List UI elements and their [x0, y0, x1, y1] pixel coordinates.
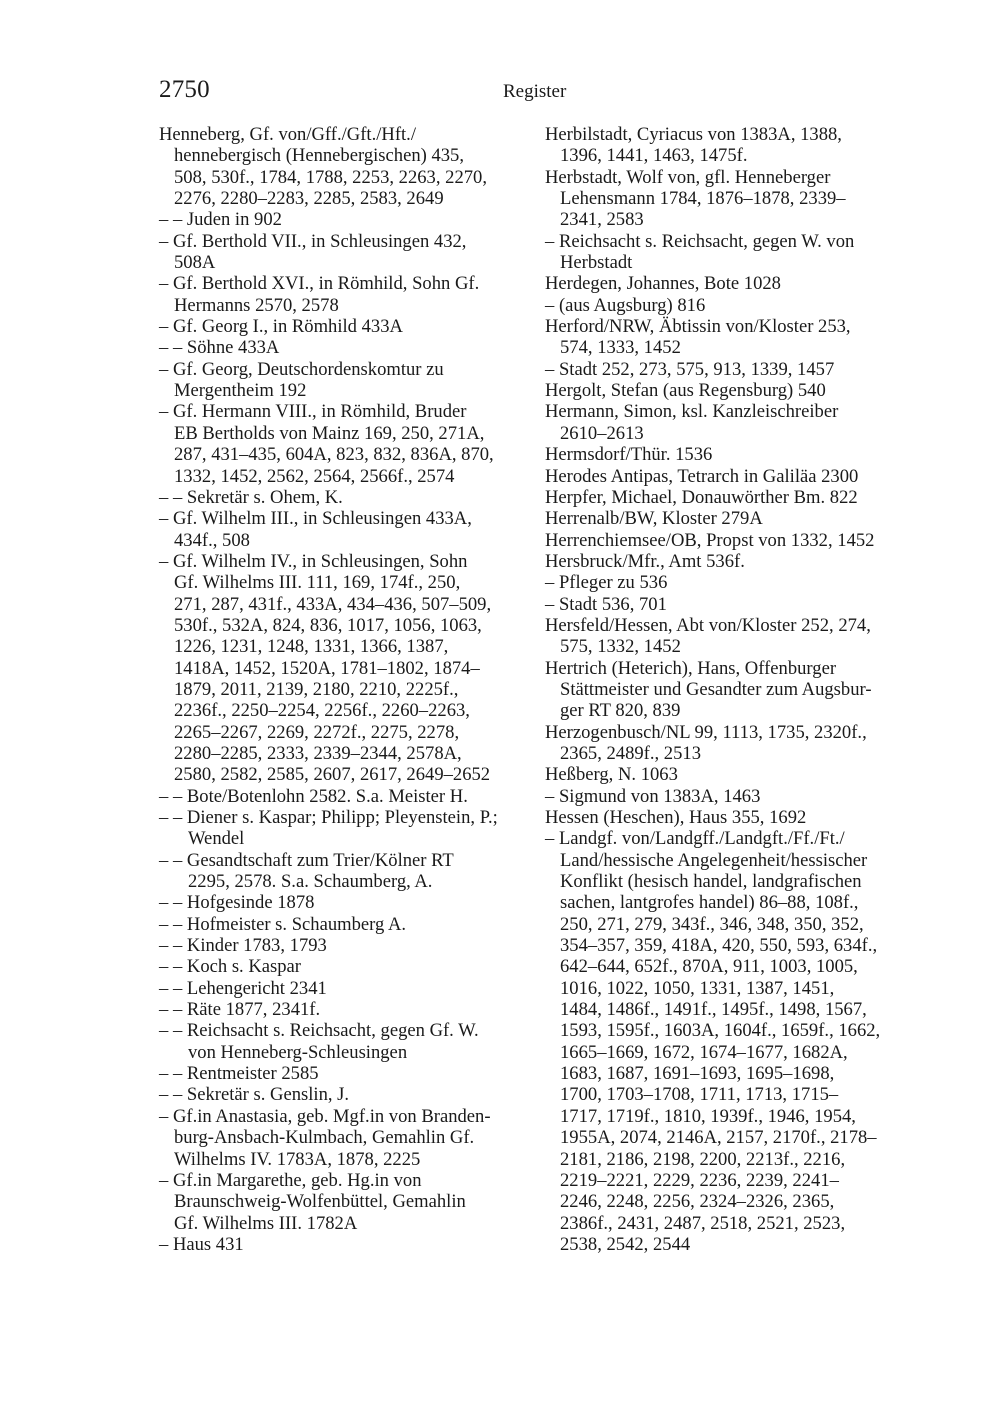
index-entry-continuation: 1879, 2011, 2139, 2180, 2210, 2225f., — [174, 678, 459, 700]
index-entry-continuation: 2295, 2578. S.a. Schaumberg, A. — [188, 871, 433, 893]
index-entry-continuation: 2181, 2186, 2198, 2200, 2213f., 2216, — [560, 1148, 846, 1170]
index-entry-line: – Gf. Berthold VII., in Schleusingen 432, — [159, 230, 467, 252]
index-entry-continuation: 574, 1333, 1452 — [560, 337, 681, 359]
index-entry-continuation: 2219–2221, 2229, 2236, 2239, 2241– — [560, 1169, 839, 1191]
index-entry-continuation: 1593, 1595f., 1603A, 1604f., 1659f., 1662, — [560, 1020, 881, 1042]
index-entry-continuation: 1700, 1703–1708, 1711, 1713, 1715– — [560, 1084, 839, 1106]
index-entry-line: Heßberg, N. 1063 — [545, 764, 678, 786]
index-entry-line: Herzogenbusch/NL 99, 1113, 1735, 2320f., — [545, 721, 867, 743]
index-entry-line: – – Diener s. Kaspar; Philipp; Pleyenstein, P.; — [159, 807, 498, 828]
index-entry-line: – – Sekretär s. Genslin, J. — [159, 1084, 350, 1106]
index-entry-line: Herbilstadt, Cyriacus von 1383A, 1388, — [545, 124, 842, 145]
index-entry-continuation: von Henneberg-Schleusingen — [188, 1041, 408, 1063]
index-entry-continuation: 2341, 2583 — [560, 209, 644, 231]
index-entry-continuation: Gf. Wilhelms III. 1782A — [174, 1212, 358, 1234]
index-entry-line: Hermsdorf/Thür. 1536 — [545, 444, 713, 466]
index-entry-continuation: 1016, 1022, 1050, 1331, 1387, 1451, — [560, 977, 835, 999]
index-entry-line: Hersfeld/Hessen, Abt von/Kloster 252, 274, — [545, 614, 871, 636]
index-entry-continuation: 2280–2285, 2333, 2339–2344, 2578A, — [174, 742, 462, 764]
page-number: 2750 — [159, 76, 210, 103]
index-entry-line: Herbstadt, Wolf von, gfl. Henneberger — [545, 166, 831, 188]
index-entry-line: – Haus 431 — [159, 1233, 244, 1255]
index-entry-line: – Landgf. von/Landgff./Landgft./Ff./Ft./ — [545, 828, 845, 850]
index-entry-continuation: 1955A, 2074, 2146A, 2157, 2170f., 2178– — [560, 1127, 877, 1149]
index-entry-line: – (aus Augsburg) 816 — [545, 294, 706, 316]
index-entry-continuation: 250, 271, 279, 343f., 346, 348, 350, 352, — [560, 913, 864, 935]
index-entry-continuation: ger RT 820, 839 — [560, 700, 681, 722]
index-entry-continuation: Wilhelms IV. 1783A, 1878, 2225 — [174, 1148, 421, 1170]
index-entry-continuation: 354–357, 359, 418A, 420, 550, 593, 634f., — [560, 935, 878, 957]
index-entry-continuation: 1717, 1719f., 1810, 1939f., 1946, 1954, — [560, 1105, 856, 1127]
index-entry-continuation: EB Bertholds von Mainz 169, 250, 271A, — [174, 422, 485, 444]
index-entry-line: – – Rentmeister 2585 — [159, 1063, 319, 1085]
index-entry-continuation: 575, 1332, 1452 — [560, 636, 681, 658]
index-entry-line: Herrenalb/BW, Kloster 279A — [545, 508, 763, 530]
index-entry-line: – Gf. Berthold XVI., in Römhild, Sohn Gf. — [159, 273, 480, 295]
index-entry-line: Henneberg, Gf. von/Gff./Gft./Hft./ — [159, 124, 416, 145]
index-entry-continuation: 2538, 2542, 2544 — [560, 1233, 691, 1255]
index-entry-continuation: 1396, 1441, 1463, 1475f. — [560, 145, 748, 167]
index-entry-continuation: 530f., 532A, 824, 836, 1017, 1056, 1063, — [174, 614, 482, 636]
index-entry-line: Herrenchiemsee/OB, Propst von 1332, 1452 — [545, 529, 875, 551]
running-head: Register — [503, 81, 567, 102]
index-entry-continuation: 1665–1669, 1672, 1674–1677, 1682A, — [560, 1041, 848, 1063]
index-entry-continuation: 1484, 1486f., 1491f., 1495f., 1498, 1567, — [560, 999, 867, 1021]
index-entry-line: Hertrich (Heterich), Hans, Offenburger — [545, 657, 837, 679]
index-entry-continuation: Land/hessische Angelegenheit/hessischer — [560, 849, 868, 871]
index-entry-continuation: 508A — [174, 252, 216, 274]
index-entry-line: Herpfer, Michael, Donauwörther Bm. 822 — [545, 486, 858, 508]
index-entry-line: – – Söhne 433A — [159, 337, 280, 359]
index-entry-line: – Gf. Wilhelm III., in Schleusingen 433A, — [159, 508, 472, 530]
index-entry-continuation: Stättmeister und Gesandter zum Augsbur- — [560, 678, 872, 700]
index-entry-continuation: Braunschweig-Wolfenbüttel, Gemahlin — [174, 1191, 466, 1213]
index-entry-continuation: Konflikt (hesisch handel, landgrafischen — [560, 871, 862, 893]
index-entry-line: – – Hofmeister s. Schaumberg A. — [159, 913, 407, 935]
index-entry-line: – Gf. Georg I., in Römhild 433A — [159, 316, 403, 338]
index-entry-line: – – Lehengericht 2341 — [159, 977, 327, 999]
index-entry-line: Herodes Antipas, Tetrarch in Galiläa 2300 — [545, 465, 859, 487]
index-entry-line: – Gf. Georg, Deutschordenskomtur zu — [159, 358, 444, 380]
index-entry-continuation: 434f., 508 — [174, 529, 250, 551]
index-entry-continuation: burg-Ansbach-Kulmbach, Gemahlin Gf. — [174, 1127, 475, 1149]
index-entry-line: – – Koch s. Kaspar — [159, 956, 302, 978]
index-entry-line: – – Juden in 902 — [159, 209, 282, 231]
index-entry-continuation: 2365, 2489f., 2513 — [560, 742, 701, 764]
index-entry-line: – – Bote/Botenlohn 2582. S.a. Meister H. — [159, 785, 468, 807]
index-entry-continuation: 2276, 2280–2283, 2285, 2583, 2649 — [174, 188, 444, 210]
index-entry-line: – Gf. Hermann VIII., in Römhild, Bruder — [159, 401, 467, 423]
index-entry-continuation: Lehensmann 1784, 1876–1878, 2339– — [560, 188, 846, 210]
index-entry-line: – Gf.in Margarethe, geb. Hg.in von — [159, 1169, 422, 1191]
index-entry-continuation: 2265–2267, 2269, 2272f., 2275, 2278, — [174, 721, 460, 743]
index-entry-line: Hessen (Heschen), Haus 355, 1692 — [545, 807, 807, 828]
index-entry-line: – – Gesandtschaft zum Trier/Kölner RT — [159, 849, 454, 871]
index-entry-continuation: 2236f., 2250–2254, 2256f., 2260–2263, — [174, 700, 470, 722]
index-entry-line: – – Kinder 1783, 1793 — [159, 935, 327, 957]
index-entry-continuation: Herbstadt — [560, 252, 633, 274]
index-entry-continuation: Hermanns 2570, 2578 — [174, 294, 339, 316]
index-entry-continuation: 1418A, 1452, 1520A, 1781–1802, 1874– — [174, 657, 480, 679]
index-entry-line: – Stadt 536, 701 — [545, 593, 667, 615]
index-entry-continuation: 2246, 2248, 2256, 2324–2326, 2365, — [560, 1191, 835, 1213]
index-entry-continuation: 287, 431–435, 604A, 823, 832, 836A, 870, — [174, 444, 494, 466]
index-entry-continuation: sachen, lantgrofes handel) 86–88, 108f., — [560, 892, 859, 914]
index-entry-continuation: 2610–2613 — [560, 422, 644, 444]
index-entry-continuation: Gf. Wilhelms III. 111, 169, 174f., 250, — [174, 572, 461, 594]
index-entry-continuation: Mergentheim 192 — [174, 380, 307, 402]
index-entry-continuation: hennebergisch (Hennebergischen) 435, — [174, 145, 465, 167]
index-entry-continuation: 1226, 1231, 1248, 1331, 1366, 1387, — [174, 636, 449, 658]
index-entry-line: Hermann, Simon, ksl. Kanzleischreiber — [545, 401, 839, 423]
index-column-left — [159, 124, 534, 1255]
index-entry-continuation: 642–644, 652f., 870A, 911, 1003, 1005, — [560, 956, 858, 978]
index-entry-line: Herford/NRW, Äbtissin von/Kloster 253, — [545, 316, 851, 338]
index-entry-line: – – Reichsacht s. Reichsacht, gegen Gf. W. — [159, 1020, 479, 1042]
index-entry-line: – Gf.in Anastasia, geb. Mgf.in von Branden- — [159, 1105, 491, 1127]
index-entry-line: – Gf. Wilhelm IV., in Schleusingen, Sohn — [159, 550, 468, 572]
index-entry-line: Herdegen, Johannes, Bote 1028 — [545, 273, 781, 295]
index-entry-continuation: 508, 530f., 1784, 1788, 2253, 2263, 2270, — [174, 166, 487, 188]
index-entry-continuation: 1683, 1687, 1691–1693, 1695–1698, — [560, 1063, 835, 1085]
index-entry-line: Hergolt, Stefan (aus Regensburg) 540 — [545, 380, 826, 402]
index-entry-continuation: 2580, 2582, 2585, 2607, 2617, 2649–2652 — [174, 764, 491, 786]
index-entry-continuation: 271, 287, 431f., 433A, 434–436, 507–509, — [174, 593, 492, 615]
index-entry-line: – – Räte 1877, 2341f. — [159, 999, 321, 1021]
index-entry-continuation: 2386f., 2431, 2487, 2518, 2521, 2523, — [560, 1212, 846, 1234]
index-entry-line: – Sigmund von 1383A, 1463 — [545, 785, 761, 807]
index-entry-continuation: Wendel — [188, 828, 245, 850]
index-entry-line: – – Hofgesinde 1878 — [159, 892, 315, 914]
index-column-right — [545, 124, 925, 1255]
index-entry-line: – Stadt 252, 273, 575, 913, 1339, 1457 — [545, 358, 835, 380]
index-entry-line: – Reichsacht s. Reichsacht, gegen W. von — [545, 230, 855, 252]
index-entry-line: – – Sekretär s. Ohem, K. — [159, 486, 343, 508]
index-entry-line: – Pfleger zu 536 — [545, 572, 668, 594]
index-entry-line: Hersbruck/Mfr., Amt 536f. — [545, 550, 745, 572]
index-entry-continuation: 1332, 1452, 2562, 2564, 2566f., 2574 — [174, 465, 455, 487]
